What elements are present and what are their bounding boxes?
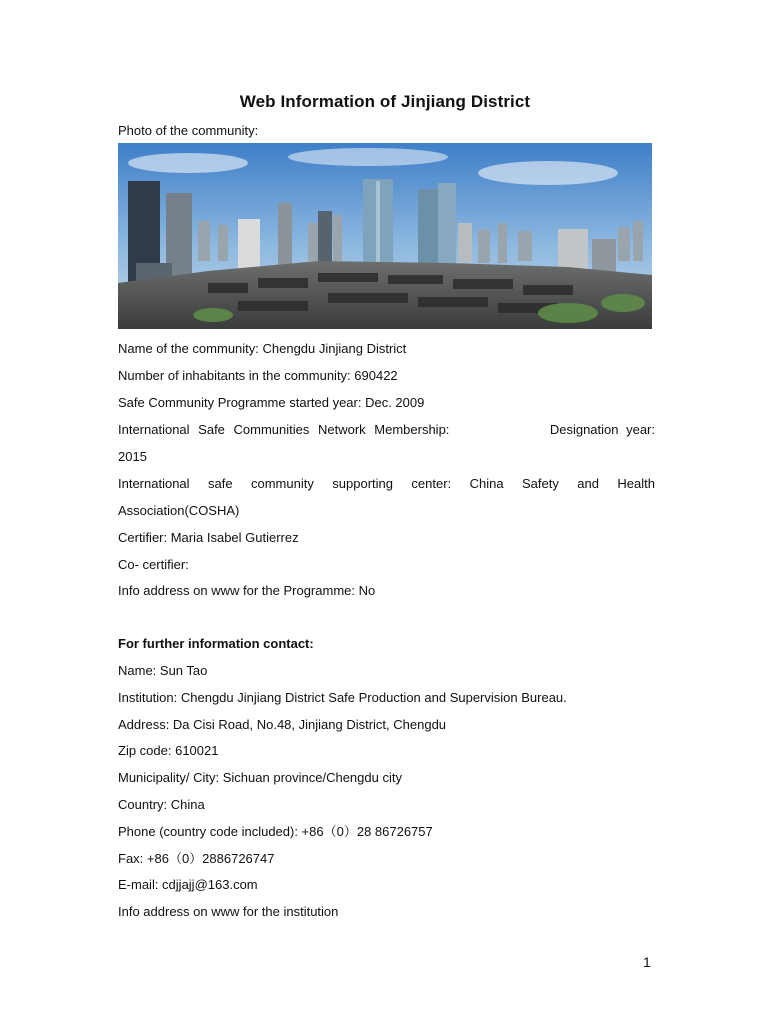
- support-center-line1: International safe community supporting center: China Safety and Health: [118, 476, 655, 491]
- membership-line: [118, 421, 655, 439]
- co-certifier: Co- certifier:: [118, 557, 189, 572]
- designation-label: Designation year:: [549, 422, 655, 437]
- institution-web: Info address on www for the institution: [118, 904, 339, 919]
- contact-fax: Fax: +86（0）2886726747: [118, 851, 275, 866]
- membership-label: International Safe Communities Network Membership:: [118, 422, 450, 437]
- program-start: Safe Community Programme started year: Dec. 2009: [118, 395, 425, 410]
- contact-address: Address: Da Cisi Road, No.48, Jinjiang District, Chengdu: [118, 717, 447, 732]
- contact-phone: Phone (country code included): +86（0）28 86726757: [118, 824, 433, 839]
- page-number: 1: [643, 954, 651, 970]
- photo-label: Photo of the community:: [118, 123, 259, 138]
- designation-year: 2015: [118, 449, 147, 464]
- page-title: Web Information of Jinjiang District: [239, 92, 531, 111]
- contact-name: Name: Sun Tao: [118, 663, 208, 678]
- inhabitants: Number of inhabitants in the community: 690422: [118, 368, 398, 383]
- program-web: Info address on www for the Programme: No: [118, 583, 376, 598]
- community-name: Name of the community: Chengdu Jinjiang District: [118, 341, 407, 356]
- community-photo: [118, 143, 652, 329]
- certifier: Certifier: Maria Isabel Gutierrez: [118, 530, 299, 545]
- contact-email: E-mail: cdjjajj@163.com: [118, 877, 258, 892]
- contact-city: Municipality/ City: Sichuan province/Chengdu city: [118, 770, 402, 785]
- contact-zip: Zip code: 610021: [118, 743, 219, 758]
- contact-institution: Institution: Chengdu Jinjiang District Safe Production and Supervision Bureau.: [118, 690, 567, 705]
- contact-country: Country: China: [118, 797, 205, 812]
- support-center-line2: Association(COSHA): [118, 503, 240, 518]
- contact-heading: For further information contact:: [118, 636, 314, 651]
